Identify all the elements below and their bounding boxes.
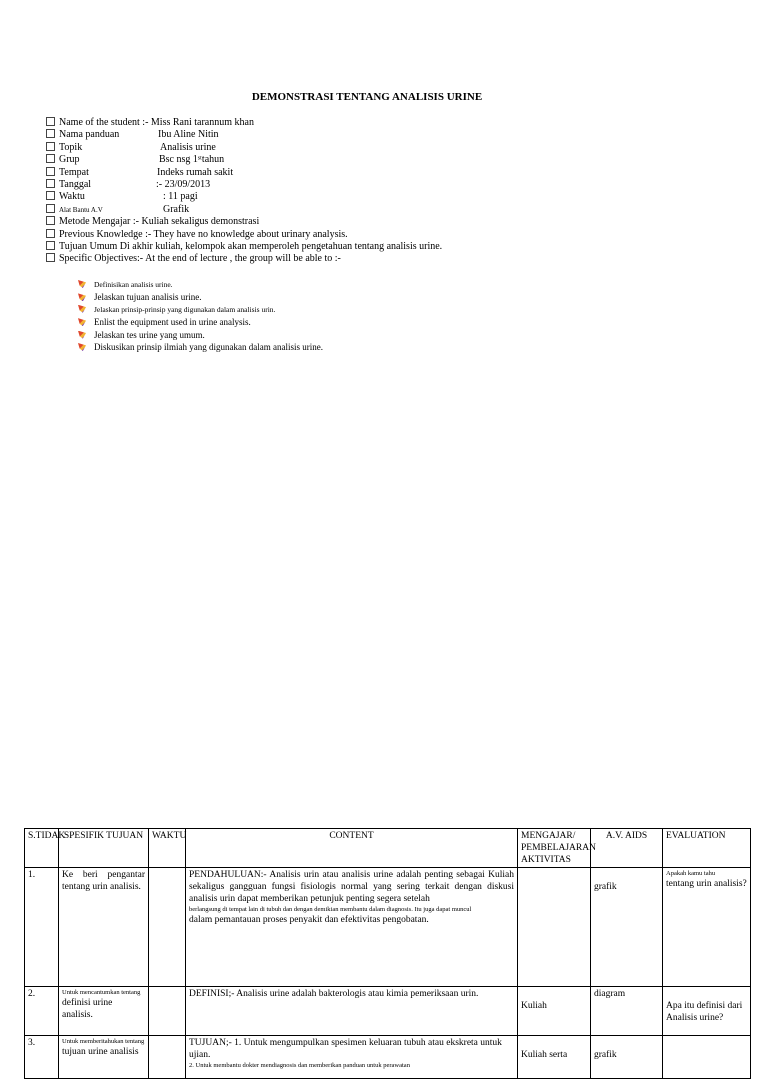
cell-evaluation [663,1036,751,1079]
info-general-objective: Tujuan Umum Di akhir kuliah, kelompok akan memperoleh pengetahuan tentang analisis urine. [46,241,442,253]
info-place: Tempat Indeks rumah sakit [46,167,442,179]
cell-av-aids: diagram [591,987,663,1036]
cell-content: DEFINISI;- Analisis urine adalah bakterologis atau kimia pemeriksaan urin. [186,987,518,1036]
activity-text: Kuliah [521,1001,547,1011]
checkbox-icon [46,154,55,163]
checkbox-icon [46,216,55,225]
info-previous-knowledge: Previous Knowledge :- They have no knowledge about urinary analysis. [46,229,442,241]
checkbox-icon [46,142,55,151]
bullet-flag-icon [78,280,86,288]
checkbox-icon [46,179,55,188]
objective-text: definisi urine analisis. [62,998,113,1020]
bullet-flag-icon [78,343,86,351]
content-text-end: dalam pemantauan proses penyakit dan efektivitas pengobatan. [189,915,429,925]
checkbox-icon [46,241,55,250]
checkbox-icon [46,204,55,213]
cell-time [149,1036,186,1079]
cell-activity [518,868,591,987]
checkbox-icon [46,117,55,126]
evaluation-text: Apa itu definisi dari Analisis urine? [666,1001,743,1023]
column-header-content: CONTENT [186,829,518,868]
table-row [25,868,751,987]
info-time: Waktu : 11 pagi [46,191,442,203]
content-text: TUJUAN;- 1. Untuk mengumpulkan spesimen keluaran tubuh atau ekskreta untuk ujian. [189,1038,502,1060]
objective-small-text: Untuk mencantumkan tentang [62,989,141,996]
bullet-flag-icon [78,293,86,301]
cell-time [149,868,186,987]
info-av-aid: Alat Bantu A.V Grafik [46,204,442,216]
objective-item: Jelaskan tujuan analisis urine. [78,291,323,303]
info-topic: Topik Analisis urine [46,142,442,154]
table-header-row [25,829,751,868]
cell-no: 1. [25,868,59,987]
cell-objective [59,1036,149,1079]
cell-evaluation [663,868,751,987]
column-header-no: S.TIDAK [25,829,59,868]
info-group: Grup Bsc nsg 1ˢᵗtahun [46,154,442,166]
cell-activity [518,987,591,1036]
checkbox-icon [46,191,55,200]
cell-evaluation [663,987,751,1036]
checkbox-icon [46,229,55,238]
objectives-list [78,279,323,353]
content-small-text: berlangsung di tempat lain di tubuh dan dengan demikian membantu dalam diagnosis. Itu juga dapat muncul [189,906,472,913]
cell-activity [518,1036,591,1079]
checkbox-icon [46,167,55,176]
bullet-flag-icon [78,331,86,339]
evaluation-text: tentang urin analisis? [666,879,747,889]
objective-item: Definisikan analisis urine. [78,279,323,291]
objective-text: tujuan urine analisis [62,1047,139,1057]
table-row [25,1036,751,1079]
cell-no: 3. [25,1036,59,1079]
checkbox-icon [46,253,55,262]
objective-item: Enlist the equipment used in urine analysis. [78,316,323,328]
objective-small-text: Untuk memberitahukan tentang [62,1038,145,1045]
info-date: Tanggal :- 23/09/2013 [46,179,442,191]
cell-av-aids [591,868,663,987]
cell-objective: Ke beri pengantar tentang urin analisis. [59,868,149,987]
info-method: Metode Mengajar :- Kuliah sekaligus demonstrasi [46,216,442,228]
column-header-objective: SPESIFIK TUJUAN [59,829,149,868]
objective-item: Jelaskan tes urine yang umum. [78,329,323,341]
checkbox-icon [46,129,55,138]
cell-no: 2. [25,987,59,1036]
content-small-text: 2. Untuk membantu dokter mendiagnosis dan memberikan panduan untuk perawatan [189,1062,410,1069]
objective-item: Diskusikan prinsip ilmiah yang digunakan dalam analisis urine. [78,341,323,353]
evaluation-small-text: Apakah kamu tahu [666,870,716,877]
cell-content [186,1036,518,1079]
table-row [25,987,751,1036]
objective-item: Jelaskan prinsip-prinsip yang digunakan dalam analisis urin. [78,304,323,316]
cell-objective [59,987,149,1036]
page-title: DEMONSTRASI TENTANG ANALISIS URINE [251,91,483,103]
info-list [46,117,442,266]
cell-time [149,987,186,1036]
activity-text: Kuliah serta [521,1050,568,1060]
bullet-flag-icon [78,318,86,326]
av-aid-text: grafik [594,882,617,892]
av-aid-text: grafik [594,1050,617,1060]
lesson-plan-table [24,828,751,1079]
cell-content [186,868,518,987]
cell-av-aids [591,1036,663,1079]
info-specific-objectives: Specific Objectives:- At the end of lecture , the group will be able to :- [46,253,442,265]
column-header-activity: MENGAJAR/ PEMBELAJARAN AKTIVITAS [518,829,591,868]
content-text: PENDAHULUAN:- Analisis urin atau analisis urine adalah penting sebagai Kuliah sekaligus gangguan fungsi fisiologis normal yang sering terkait dengan diskusi analisis urin dapat memberikan petunjuk penting segera setelah [189,870,514,904]
info-guide: Nama panduan Ibu Aline Nitin [46,129,442,141]
column-header-time: WAKTU [149,829,186,868]
bullet-flag-icon [78,305,86,313]
column-header-evaluation: EVALUATION [663,829,751,868]
column-header-av-aids: A.V. AIDS [591,829,663,868]
info-student: Name of the student :- Miss Rani tarannum khan [46,117,442,129]
